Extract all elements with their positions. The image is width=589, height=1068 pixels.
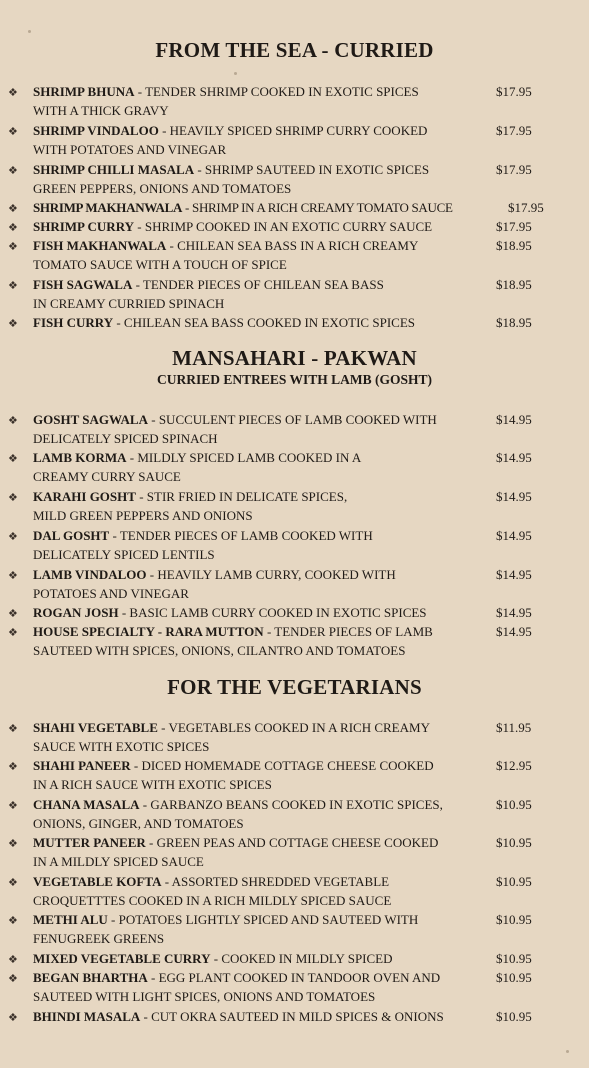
- item-desc-cont: IN A RICH SAUCE WITH EXOTIC SPICES: [33, 777, 272, 792]
- diamond-bullet-icon: ❖: [8, 838, 18, 850]
- item-desc-cont: POTATOES AND VINEGAR: [33, 586, 189, 601]
- diamond-bullet-icon: ❖: [8, 723, 18, 735]
- diamond-bullet-icon: ❖: [8, 453, 18, 465]
- item-price: $10.95: [496, 912, 532, 927]
- item-name: SHRIMP VINDALOO: [33, 123, 159, 138]
- item-desc: - TENDER PIECES OF LAMB COOKED WITH: [109, 528, 373, 543]
- item-name: GOSHT SAGWALA: [33, 412, 148, 427]
- item-desc-cont: SAUCE WITH EXOTIC SPICES: [33, 739, 210, 754]
- diamond-bullet-icon: ❖: [8, 1012, 18, 1024]
- item-desc-cont: WITH A THICK GRAVY: [33, 103, 169, 118]
- diamond-bullet-icon: ❖: [8, 800, 18, 812]
- item-desc-cont: FENUGREEK GREENS: [33, 931, 165, 946]
- diamond-bullet-icon: ❖: [8, 761, 18, 773]
- item-name: BEGAN BHARTHA: [33, 970, 148, 985]
- item-price: $17.95: [496, 162, 532, 177]
- diamond-bullet-icon: ❖: [8, 165, 18, 177]
- item-price: $10.95: [496, 951, 532, 966]
- item-name: KARAHI GOSHT: [33, 489, 136, 504]
- item-name: SHRIMP MAKHANWALA: [33, 200, 183, 215]
- item-name: SHAHI PANEER: [33, 758, 131, 773]
- section-title-veg: FOR THE VEGETARIANS: [167, 675, 422, 699]
- item-desc: - CUT OKRA SAUTEED IN MILD SPICES & ONIONS: [140, 1009, 444, 1024]
- item-desc: - SHRIMP COOKED IN AN EXOTIC CURRY SAUCE: [134, 219, 433, 234]
- item-name: BHINDI MASALA: [33, 1009, 141, 1024]
- item-price: $14.95: [496, 567, 532, 582]
- diamond-bullet-icon: ❖: [8, 570, 18, 582]
- item-price: $12.95: [496, 758, 532, 773]
- item-price: $18.95: [496, 238, 532, 253]
- item-desc: - TENDER PIECES OF CHILEAN SEA BASS: [132, 277, 384, 292]
- item-desc: - DICED HOMEMADE COTTAGE CHEESE COOKED: [130, 758, 434, 773]
- item-desc: - TENDER PIECES OF LAMB: [263, 624, 433, 639]
- item-name: SHRIMP CHILLI MASALA: [33, 162, 195, 177]
- item-desc-cont: CROQUETTTES COOKED IN A RICH MILDLY SPICED SAUCE: [33, 893, 392, 908]
- item-desc: - SUCCULENT PIECES OF LAMB COOKED WITH: [148, 412, 437, 427]
- item-price: $10.95: [496, 874, 532, 889]
- item-desc-cont: ONIONS, GINGER, AND TOMATOES: [33, 816, 244, 831]
- section-title-sea: FROM THE SEA - CURRIED: [155, 38, 434, 62]
- section-title-lamb: MANSAHARI - PAKWAN: [172, 346, 417, 370]
- section-subtitle-lamb: CURRIED ENTREES WITH LAMB (GOSHT): [156, 372, 433, 387]
- item-name: METHI ALU: [33, 912, 108, 927]
- item-desc: - MILDLY SPICED LAMB COOKED IN A: [126, 450, 362, 465]
- item-desc: - TENDER SHRIMP COOKED IN EXOTIC SPICES: [134, 84, 419, 99]
- item-desc-cont: WITH POTATOES AND VINEGAR: [33, 142, 227, 157]
- item-price: $14.95: [496, 412, 532, 427]
- item-price: $17.95: [496, 84, 532, 99]
- diamond-bullet-icon: ❖: [8, 608, 18, 620]
- item-price: $14.95: [496, 605, 532, 620]
- diamond-bullet-icon: ❖: [8, 203, 18, 215]
- item-desc: - CHILEAN SEA BASS COOKED IN EXOTIC SPICES: [113, 315, 415, 330]
- item-desc-cont: TOMATO SAUCE WITH A TOUCH OF SPICE: [33, 257, 287, 272]
- item-price: $10.95: [496, 835, 532, 850]
- diamond-bullet-icon: ❖: [8, 222, 18, 234]
- item-name: VEGETABLE KOFTA: [33, 874, 162, 889]
- item-desc: - POTATOES LIGHTLY SPICED AND SAUTEED WITH: [107, 912, 419, 927]
- item-desc: - VEGETABLES COOKED IN A RICH CREAMY: [157, 720, 430, 735]
- diamond-bullet-icon: ❖: [8, 241, 18, 253]
- diamond-bullet-icon: ❖: [8, 531, 18, 543]
- item-price: $11.95: [496, 720, 532, 735]
- item-name: FISH SAGWALA: [33, 277, 133, 292]
- item-name: HOUSE SPECIALTY - RARA MUTTON: [33, 624, 264, 639]
- diamond-bullet-icon: ❖: [8, 973, 18, 985]
- diamond-bullet-icon: ❖: [8, 492, 18, 504]
- diamond-bullet-icon: ❖: [8, 915, 18, 927]
- item-desc: - HEAVILY LAMB CURRY, COOKED WITH: [146, 567, 396, 582]
- item-price: $14.95: [496, 528, 532, 543]
- item-name: SHAHI VEGETABLE: [33, 720, 158, 735]
- item-price: $10.95: [496, 970, 532, 985]
- item-name: FISH CURRY: [33, 315, 114, 330]
- item-name: SHRIMP CURRY: [33, 219, 135, 234]
- item-name: ROGAN JOSH: [33, 605, 119, 620]
- item-desc-cont: IN A MILDLY SPICED SAUCE: [33, 854, 204, 869]
- item-desc-cont: SAUTEED WITH LIGHT SPICES, ONIONS AND TOMATOES: [33, 989, 376, 1004]
- item-desc: - SHRIMP IN A RICH CREAMY TOMATO SAUCE: [182, 200, 453, 215]
- item-price: $14.95: [496, 450, 532, 465]
- item-name: FISH MAKHANWALA: [33, 238, 167, 253]
- item-name: MUTTER PANEER: [33, 835, 146, 850]
- item-desc-cont: DELICATELY SPICED LENTILS: [33, 547, 215, 562]
- item-desc: - BASIC LAMB CURRY COOKED IN EXOTIC SPICES: [118, 605, 427, 620]
- diamond-bullet-icon: ❖: [8, 87, 18, 99]
- item-desc: - ASSORTED SHREDDED VEGETABLE: [161, 874, 390, 889]
- item-price: $17.95: [508, 200, 544, 215]
- diamond-bullet-icon: ❖: [8, 415, 18, 427]
- diamond-bullet-icon: ❖: [8, 126, 18, 138]
- item-name: MIXED VEGETABLE CURRY: [33, 951, 211, 966]
- diamond-bullet-icon: ❖: [8, 318, 18, 330]
- item-name: CHANA MASALA: [33, 797, 140, 812]
- item-price: $10.95: [496, 1009, 532, 1024]
- item-price: $14.95: [496, 489, 532, 504]
- item-name: LAMB VINDALOO: [33, 567, 147, 582]
- item-desc-cont: IN CREAMY CURRIED SPINACH: [33, 296, 225, 311]
- item-price: $17.95: [496, 123, 532, 138]
- item-desc: - STIR FRIED IN DELICATE SPICES,: [135, 489, 348, 504]
- item-desc-cont: SAUTEED WITH SPICES, ONIONS, CILANTRO AND TOMATOES: [33, 643, 406, 658]
- diamond-bullet-icon: ❖: [8, 280, 18, 292]
- diamond-bullet-icon: ❖: [8, 877, 18, 889]
- diamond-bullet-icon: ❖: [8, 627, 18, 639]
- item-desc-cont: DELICATELY SPICED SPINACH: [33, 431, 218, 446]
- item-name: DAL GOSHT: [33, 528, 110, 543]
- item-desc-cont: GREEN PEPPERS, ONIONS AND TOMATOES: [33, 181, 292, 196]
- item-desc-cont: CREAMY CURRY SAUCE: [33, 469, 181, 484]
- paper-speck: [566, 1050, 569, 1053]
- item-desc: - EGG PLANT COOKED IN TANDOOR OVEN AND: [147, 970, 441, 985]
- item-desc: - HEAVILY SPICED SHRIMP CURRY COOKED: [158, 123, 428, 138]
- item-price: $10.95: [496, 797, 532, 812]
- item-price: $18.95: [496, 315, 532, 330]
- item-name: LAMB KORMA: [33, 450, 127, 465]
- paper-speck: [28, 30, 31, 33]
- item-desc: - SHRIMP SAUTEED IN EXOTIC SPICES: [194, 162, 430, 177]
- item-desc: - GREEN PEAS AND COTTAGE CHEESE COOKED: [145, 835, 439, 850]
- item-desc-cont: MILD GREEN PEPPERS AND ONIONS: [33, 508, 253, 523]
- item-price: $18.95: [496, 277, 532, 292]
- item-price: $17.95: [496, 219, 532, 234]
- item-desc: - COOKED IN MILDLY SPICED: [210, 951, 393, 966]
- item-desc: - CHILEAN SEA BASS IN A RICH CREAMY: [166, 238, 419, 253]
- paper-speck: [234, 72, 237, 75]
- diamond-bullet-icon: ❖: [8, 954, 18, 966]
- item-price: $14.95: [496, 624, 532, 639]
- item-name: SHRIMP BHUNA: [33, 84, 135, 99]
- item-desc: - GARBANZO BEANS COOKED IN EXOTIC SPICES,: [139, 797, 443, 812]
